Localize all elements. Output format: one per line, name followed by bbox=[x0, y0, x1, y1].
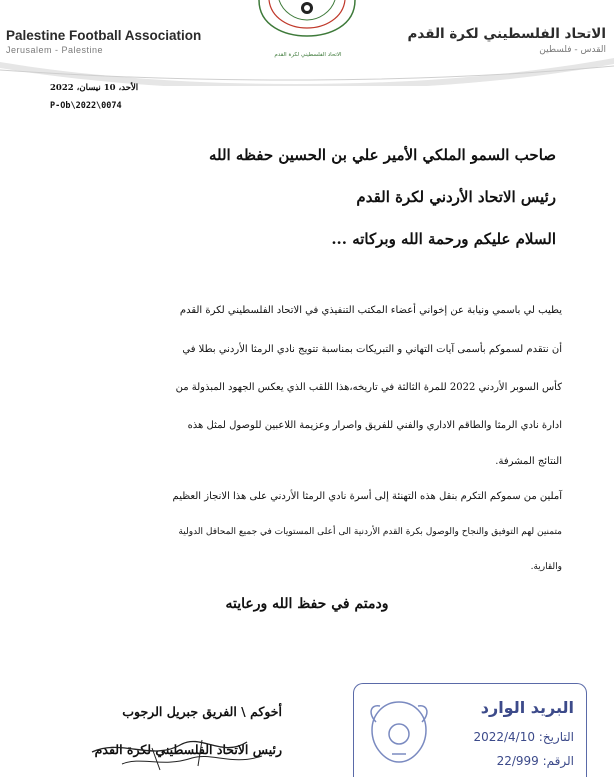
letterhead bbox=[0, 0, 614, 86]
incoming-mail-stamp bbox=[353, 683, 587, 777]
stamp-number-value: 22/999 bbox=[496, 754, 539, 768]
body-line: يطيب لي باسمي ونيابة عن إخواني أعضاء المكتب التنفيذي في الاتحاد الفلسطيني لكرة القدم bbox=[179, 305, 562, 316]
reference-number: P-Ob\2022\0074 bbox=[50, 101, 122, 111]
stamp-date-value: 2022/4/10 bbox=[473, 730, 535, 744]
stamp-date-row bbox=[473, 730, 574, 744]
body-line: أن نتقدم لسموكم بأسمى آيات التهاني و التبريكات بمناسبة تتويج نادي الرمثا الأردني بطلا في bbox=[182, 344, 562, 355]
salutation-line: صاحب السمو الملكي الأمير علي بن الحسين حفظه الله bbox=[208, 146, 556, 164]
salutation-line: رئيس الاتحاد الأردني لكرة القدم bbox=[356, 188, 556, 206]
stamp-title: البريد الوارد bbox=[480, 698, 574, 717]
body-line: آملين من سموكم التكرم بنقل هذه التهنئة إلى أسرة نادي الرمثا الأردني على هذا الانجاز العظيم bbox=[172, 491, 562, 502]
pfa-logo-icon bbox=[245, 0, 369, 38]
logo-caption: الاتحاد الفلسطيني لكرة القدم bbox=[274, 52, 342, 58]
signatory-title: رئيس الاتحاد الفلسطيني لكرة القدم bbox=[94, 742, 282, 757]
body-line: والقارية. bbox=[530, 562, 562, 572]
org-location-arabic: القدس - فلسطين bbox=[539, 45, 606, 55]
body-line: النتائج المشرفة. bbox=[495, 456, 562, 467]
org-name-arabic: الاتحاد الفلسطيني لكرة القدم bbox=[407, 26, 606, 42]
signatory-name: أخوكم \ الفريق جبريل الرجوب bbox=[122, 704, 282, 719]
closing-line: ودمتم في حفظ الله ورعايته bbox=[225, 596, 389, 612]
body-line: ادارة نادي الرمثا والطاقم الاداري والفني للفريق واصرار وعزيمة اللاعبين للوصول لمثل هذه bbox=[187, 420, 562, 431]
letter-date: الأحد، 10 نيسان، 2022 bbox=[50, 83, 139, 93]
body-line: كأس السوبر الأردني 2022 للمرة الثالثة في تاريخه،هذا اللقب الذي يعكس الجهود المبذولة من bbox=[175, 382, 562, 393]
stamp-number-label: الرقم: bbox=[542, 754, 574, 768]
handwritten-signature bbox=[52, 718, 292, 774]
jfa-emblem-icon bbox=[366, 696, 432, 768]
body-line: متمنين لهم التوفيق والنجاح والوصول بكرة القدم الأردنية الى أعلى المستويات في جميع المحافل الدولية bbox=[178, 527, 562, 537]
stamp-number-row bbox=[497, 754, 574, 768]
salutation-line: السلام عليكم ورحمة الله وبركاته ... bbox=[331, 230, 556, 248]
org-name-english: Palestine Football Association bbox=[6, 28, 202, 43]
stamp-date-label: التاريخ: bbox=[538, 730, 574, 744]
org-location-english: Jerusalem - Palestine bbox=[6, 45, 104, 55]
